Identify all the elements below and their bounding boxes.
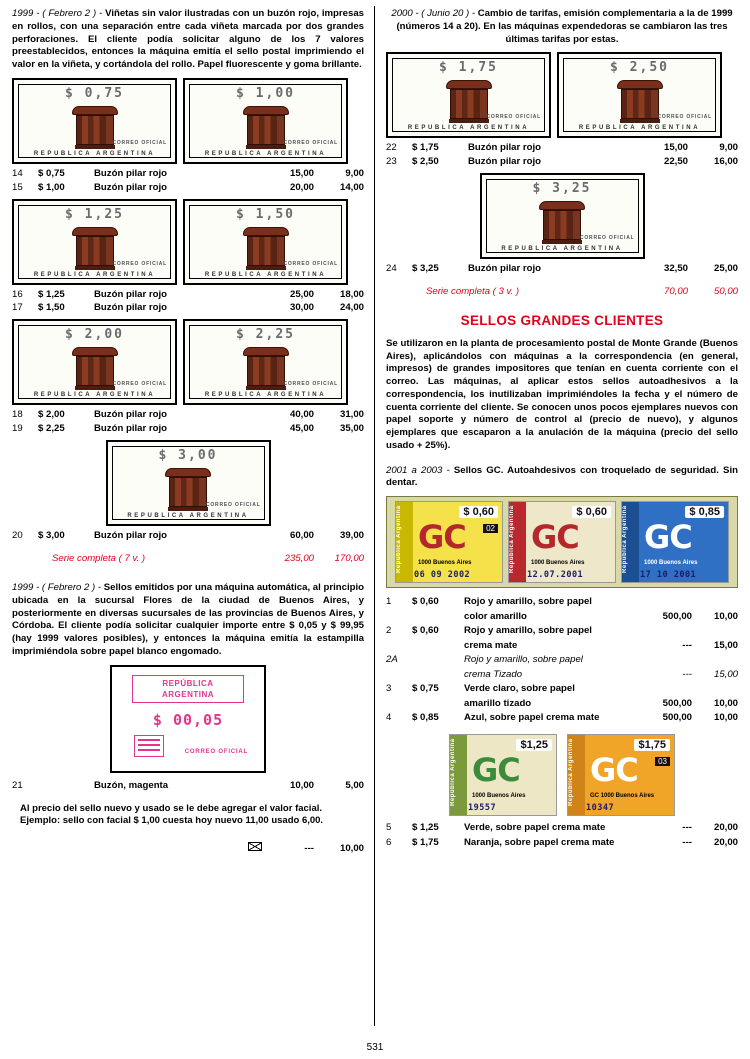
gc-label-value: $1,25: [516, 739, 552, 751]
gc-catalog-row: [386, 822, 738, 834]
stamp-value: $ 2,00: [65, 327, 124, 343]
gc-number: 5: [386, 822, 392, 834]
gc-label-date: 19557: [468, 803, 497, 814]
gc-logo-text: GC: [531, 518, 579, 557]
right-column: [386, 8, 738, 849]
stamp-official-text: CORREO OFICIAL: [205, 502, 261, 509]
catalog-price-mint: 15,00: [289, 167, 314, 179]
catalog-face-value: $ 3,00: [38, 530, 65, 542]
gc-label: [449, 734, 557, 816]
stamp-official-text: CORREO OFICIAL: [283, 139, 338, 146]
section-text: Se utilizaron en la planta de procesamiento postal de Monte Grande (Buenos Aires), aplicándolos con máquinas a la correspondencia (en general, impresos) de grandes impositores que tenían en cuenta corriente con el correo. Las máquinas, al aplicar estos sellos autoadhesivos a la correspondencia, los inutilizaban imprimiéndoles la fecha y el número de cuenta corriente del cliente. Se conocen unos pocos ejemplares nuevos con papel soporte y número de control al (precio de nuevo), y algunos ejemplares que escaparon a la anulación de la máquina (precio del sello usado + 25%).: [386, 337, 738, 451]
gc-description-2: amarillo tizado: [464, 697, 532, 709]
gc-label-side-text: República Argentina: [450, 735, 467, 815]
gc-description: Verde, sobre papel crema mate: [464, 822, 606, 834]
mailbox-icon: [446, 80, 492, 120]
stamp-value: $ 2,50: [610, 60, 669, 76]
gc-label-side-text: República Argentina: [509, 502, 526, 582]
cover-price-used: 10,00: [339, 843, 364, 855]
catalog-price-used: 9,00: [719, 142, 738, 154]
stamp-country-text: REPUBLICA ARGENTINA: [501, 246, 623, 253]
gc-description: Verde claro, sobre papel: [464, 683, 575, 695]
mailbox-icon: [165, 468, 211, 508]
catalog-number: 23: [386, 156, 397, 168]
catalog-row: [12, 167, 364, 181]
stamp-official-text: CORREO OFICIAL: [486, 114, 541, 121]
stamp-image: [12, 78, 177, 164]
gc-face-value: $ 0,60: [412, 625, 439, 637]
gc-description-2: crema Tizado: [464, 668, 523, 680]
catalog-description: Buzón pilar rojo: [94, 409, 168, 421]
gc-label: [508, 501, 616, 583]
gc-logo-text: GC: [590, 751, 638, 790]
gc-number: 2A: [386, 654, 398, 666]
gc-label-date: 17 10 2001: [640, 570, 697, 581]
stamp-row-4: [12, 440, 364, 526]
gc-label: [621, 501, 729, 583]
stamp-value: $ 3,25: [532, 181, 592, 197]
stamp-value: $ 3,00: [158, 448, 218, 464]
catalog-number: 15: [12, 181, 23, 193]
gc-description-2: color amarillo: [464, 610, 527, 622]
stamp-country-text: REPUBLICA ARGENTINA: [204, 271, 327, 278]
gc-label-side-text: República Argentina: [622, 502, 639, 582]
stamp-country-text: REPUBLICA ARGENTINA: [33, 150, 156, 157]
gc-description: Naranja, sobre papel crema mate: [464, 836, 615, 848]
left-intro-2: [12, 582, 364, 659]
gc-logo-text: GC: [644, 518, 692, 557]
catalog-price-mint: 25,00: [289, 288, 314, 300]
catalog-price-mint: 60,00: [289, 530, 314, 542]
gc-label-date: 12.07.2001: [527, 570, 584, 581]
gc-price-mint: ---: [682, 822, 692, 834]
catalog-number: 18: [12, 409, 23, 421]
mailbox-icon: [243, 347, 289, 387]
stamp-image: [386, 52, 551, 138]
gc-label-value: $ 0,60: [459, 506, 498, 518]
gc-catalog-subrow: [386, 640, 738, 652]
catalog-number: 16: [12, 288, 23, 300]
stamp-value: $ 2,25: [236, 327, 295, 343]
magenta-stamp-official: CORREO OFICIAL: [184, 748, 248, 755]
catalog-description: Buzón pilar rojo: [94, 288, 168, 300]
gc-label-city: 1000 Buenos Aires: [644, 560, 698, 567]
catalog-face-value: $ 3,25: [412, 263, 439, 275]
gc-number: 6: [386, 836, 392, 848]
gc-price-used: 20,00: [713, 822, 738, 834]
catalog-row: [386, 155, 738, 169]
gc-label-date: 10347: [586, 803, 615, 814]
right-intro-1: [386, 8, 738, 46]
gc-label-city: 1000 Buenos Aires: [472, 793, 526, 800]
gc-label-number: 03: [655, 757, 670, 766]
gc-face-value: $ 0,85: [412, 711, 439, 723]
catalog-description: Buzón pilar rojo: [468, 156, 542, 168]
catalog-price-used: 14,00: [339, 181, 364, 193]
right-intro-2-head: 2001 a 2003 -: [386, 464, 454, 476]
serie-completa-row: [12, 553, 364, 564]
stamp-value: $ 1,25: [65, 206, 124, 222]
left-footnote: Al precio del sello nuevo y usado se le debe agregar el valor facial. Ejemplo: sello con facial $ 1,00 cuesta hoy nuevo 11,00 usado 6,00.: [20, 802, 324, 827]
gc-logo-text: GC: [472, 751, 520, 790]
catalog-description: Buzón, magenta: [94, 779, 169, 791]
stamp-row-r2: [386, 173, 738, 259]
gc-face-value: $ 1,75: [412, 836, 439, 848]
stamp-official-text: CORREO OFICIAL: [283, 260, 338, 267]
gc-label-city: 1000 Buenos Aires: [531, 560, 585, 567]
gc-description: Rojo y amarillo, sobre papel: [464, 654, 583, 666]
catalog-description: Buzón pilar rojo: [94, 423, 168, 435]
catalog-description: Buzón pilar rojo: [468, 263, 542, 275]
stamp-country-text: REPUBLICA ARGENTINA: [127, 513, 249, 520]
stamp-row-r1: [386, 52, 738, 138]
catalog-number: 14: [12, 167, 23, 179]
gc-price-used: 15,00: [713, 639, 738, 651]
catalog-number: 17: [12, 302, 23, 314]
catalog-price-used: 5,00: [345, 779, 364, 791]
gc-face-value: $ 0,75: [412, 683, 439, 695]
stamp-value: $ 1,50: [236, 206, 295, 222]
catalog-price-used: 24,00: [339, 302, 364, 314]
left-intro-1-head: 1999 - ( Febrero 2 ) -: [12, 8, 106, 19]
stamp-image: [480, 173, 645, 259]
magenta-stamp-title-line2: ARGENTINA: [161, 690, 215, 700]
gc-catalog-row: [386, 837, 738, 849]
catalog-price-mint: 10,00: [289, 779, 314, 791]
catalog-price-used: 31,00: [339, 409, 364, 421]
stamp-country-text: REPUBLICA ARGENTINA: [204, 150, 327, 157]
gc-price-used: 20,00: [713, 836, 738, 848]
right-intro-2: [386, 465, 738, 491]
stamp-image: [557, 52, 722, 138]
catalog-face-value: $ 1,75: [412, 142, 439, 154]
left-intro-2-head: 1999 - ( Febrero 2 ) -: [12, 582, 104, 594]
catalog-number: 20: [12, 530, 23, 542]
gc-number: 2: [386, 625, 392, 637]
stamp-image: [12, 199, 177, 285]
stamp-image: [183, 78, 348, 164]
catalog-description: Buzón pilar rojo: [94, 530, 168, 542]
left-intro-1-body: Viñetas sin valor ilustradas con un buzón rojo, impresas en rollos, con una separación entre cada viñeta marcada por dos grandes perforaciones. El cliente podía solicitar alguno de los 7 valores preestablecidos, entonces la máquina emitía el sello postal imprimiendo el valor en la viñeta, y cortándola del rollo. Papel fluorescente y goma brillante.: [12, 8, 364, 70]
envelope-icon: [248, 842, 262, 851]
gc-price-mint: ---: [682, 639, 692, 651]
magenta-stamp-value: $ 00,05: [152, 710, 224, 729]
right-intro-1-body: Cambio de tarifas, emisión complementaria a la de 1999 (números 14 a 20). En las máquinas expendedoras se cambiaron las tres últimas tarifas por estas.: [396, 8, 733, 45]
catalog-number: 24: [386, 263, 397, 275]
gc-number: 1: [386, 596, 392, 608]
catalog-row: [386, 262, 738, 276]
gc-description-2: crema mate: [464, 639, 518, 651]
catalog-description: Buzón pilar rojo: [468, 142, 542, 154]
catalog-face-value: $ 1,25: [38, 288, 65, 300]
stamp-country-text: REPUBLICA ARGENTINA: [407, 125, 530, 132]
catalog-face-value: $ 1,00: [38, 181, 65, 193]
gc-price-mint: 500,00: [662, 697, 692, 709]
right-intro-2-body: Sellos GC. Autoahdesivos con troquelado de seguridad. Sin dentar.: [386, 464, 738, 489]
stamp-image: [183, 199, 348, 285]
gc-catalog-row: [386, 683, 738, 695]
gc-price-mint: ---: [682, 668, 692, 680]
catalog-number: 19: [12, 423, 23, 435]
gc-face-value: $ 1,25: [412, 822, 439, 834]
stamp-official-text: CORREO OFICIAL: [579, 235, 635, 242]
stamp-value: $ 1,75: [439, 60, 498, 76]
stamp-official-text: CORREO OFICIAL: [283, 381, 338, 388]
magenta-mailbox-icon: [134, 735, 164, 757]
stamp-country-text: REPUBLICA ARGENTINA: [204, 392, 327, 399]
serie-completa-price-mint: 235,00: [284, 553, 314, 565]
gc-label-strip-1: [386, 496, 738, 588]
gc-catalog-subrow: [386, 669, 738, 681]
serie-completa-price-used: 50,00: [713, 285, 738, 297]
gc-price-used: 10,00: [713, 711, 738, 723]
gc-catalog-subrow: [386, 611, 738, 623]
catalog-row: [12, 779, 364, 793]
left-intro-1: [12, 8, 364, 72]
catalog-number: 21: [12, 779, 23, 791]
catalog-row: [12, 301, 364, 315]
stamp-value: $ 1,00: [236, 85, 295, 101]
stamp-image: [183, 319, 348, 405]
stamp-country-text: REPUBLICA ARGENTINA: [578, 125, 701, 132]
catalog-price-used: 9,00: [345, 167, 364, 179]
mailbox-icon: [539, 201, 585, 241]
catalog-row: [12, 529, 364, 543]
catalog-face-value: $ 2,50: [412, 156, 439, 168]
catalog-description: Buzón pilar rojo: [94, 167, 168, 179]
magenta-stamp-title-line1: REPÚBLICA: [162, 678, 214, 688]
gc-label-strip-2: [386, 734, 738, 816]
cover-price-row: [12, 842, 364, 854]
gc-label-city: GC 1000 Buenos Aires: [590, 793, 655, 800]
stamp-country-text: REPUBLICA ARGENTINA: [33, 271, 156, 278]
stamp-official-text: CORREO OFICIAL: [657, 114, 712, 121]
stamp-row-2: [12, 199, 364, 285]
stamp-value: $ 0,75: [65, 85, 124, 101]
catalog-price-used: 39,00: [339, 530, 364, 542]
stamp-image: [12, 319, 177, 405]
catalog-face-value: $ 1,50: [38, 302, 65, 314]
gc-label: [395, 501, 503, 583]
gc-label-side-text: República Argentina: [568, 735, 585, 815]
stamp-official-text: CORREO OFICIAL: [112, 260, 167, 267]
catalog-number: 22: [386, 142, 397, 154]
gc-catalog-row: [386, 654, 738, 666]
stamp-row-3: [12, 319, 364, 405]
gc-price-mint: 500,00: [662, 610, 692, 622]
gc-label-value: $ 0,60: [572, 506, 611, 518]
magenta-machine-stamp: [110, 665, 266, 773]
gc-catalog-row: [386, 712, 738, 724]
gc-description: Rojo y amarillo, sobre papel: [464, 596, 592, 608]
gc-price-used: 10,00: [713, 610, 738, 622]
catalog-price-used: 16,00: [713, 156, 738, 168]
gc-price-mint: ---: [682, 836, 692, 848]
left-column: [12, 8, 364, 854]
gc-label-value: $1,75: [634, 739, 670, 751]
gc-description: Azul, sobre papel crema mate: [464, 711, 600, 723]
gc-label-date: 06 09 2002: [414, 570, 471, 581]
gc-label-number: 02: [483, 524, 498, 533]
catalog-row: [12, 408, 364, 422]
catalog-price-mint: 22,50: [663, 156, 688, 168]
gc-label-value: $ 0,85: [685, 506, 724, 518]
catalog-face-value: $ 2,00: [38, 409, 65, 421]
mailbox-icon: [617, 80, 663, 120]
mailbox-icon: [72, 227, 118, 267]
catalog-price-mint: 30,00: [289, 302, 314, 314]
serie-completa-row: [386, 286, 738, 297]
gc-label-city: 1000 Buenos Aires: [418, 560, 472, 567]
gc-label: [567, 734, 675, 816]
catalog-price-used: 18,00: [339, 288, 364, 300]
gc-catalog-subrow: [386, 698, 738, 710]
gc-price-used: 15,00: [713, 668, 738, 680]
mailbox-icon: [72, 347, 118, 387]
stamp-row-1: [12, 78, 364, 164]
gc-label-side-text: República Argentina: [396, 502, 413, 582]
gc-price-used: 10,00: [713, 697, 738, 709]
gc-catalog-row: [386, 625, 738, 637]
serie-completa-label: Serie completa ( 3 v. ): [426, 285, 520, 297]
gc-price-mint: 500,00: [662, 711, 692, 723]
gc-number: 4: [386, 711, 392, 723]
catalog-description: Buzón pilar rojo: [94, 302, 168, 314]
serie-completa-price-mint: 70,00: [663, 285, 688, 297]
stamp-official-text: CORREO OFICIAL: [112, 139, 167, 146]
section-title: SELLOS GRANDES CLIENTES: [460, 312, 664, 328]
catalog-row: [12, 288, 364, 302]
catalog-price-used: 35,00: [339, 423, 364, 435]
catalog-row: [386, 141, 738, 155]
catalog-row: [12, 422, 364, 436]
catalog-description: Buzón pilar rojo: [94, 181, 168, 193]
gc-catalog-row: [386, 596, 738, 608]
stamp-country-text: REPUBLICA ARGENTINA: [33, 392, 156, 399]
catalog-price-mint: 45,00: [289, 423, 314, 435]
catalog-price-mint: 15,00: [663, 142, 688, 154]
catalog-price-mint: 20,00: [289, 181, 314, 193]
gc-description: Rojo y amarillo, sobre papel: [464, 625, 592, 637]
mailbox-icon: [72, 106, 118, 146]
left-intro-2-body: Sellos emitidos por una máquina automática, al principio ubicada en la sucursal Flores de la ciudad de Buenos Aires, y posteriormente en diversas sucursales de las provincias de Buenos Aires, y Córdoba. El cliente podía solicitar cualquier importe entre $ 0,05 y $ 99,95 (hay 1999 valores posibles), y entonces la máquina emitía la estampilla imprimiéndola sobre papel blanco engomado.: [12, 582, 364, 657]
mailbox-icon: [243, 227, 289, 267]
catalog-face-value: $ 2,25: [38, 423, 65, 435]
catalog-price-mint: 32,50: [663, 263, 688, 275]
magenta-stamp-title: [132, 675, 244, 703]
right-intro-1-head: 2000 - ( Junio 20 ) -: [391, 8, 478, 19]
gc-logo-text: GC: [418, 518, 466, 557]
stamp-official-text: CORREO OFICIAL: [112, 381, 167, 388]
catalog-face-value: $ 0,75: [38, 167, 65, 179]
catalog-price-mint: 40,00: [289, 409, 314, 421]
stamp-image: [106, 440, 271, 526]
gc-number: 3: [386, 683, 392, 695]
page-number: 531: [366, 1042, 384, 1053]
cover-price-mint: ---: [304, 843, 314, 855]
mailbox-icon: [243, 106, 289, 146]
catalog-row: [12, 181, 364, 195]
serie-completa-price-used: 170,00: [334, 553, 364, 565]
catalog-price-used: 25,00: [713, 263, 738, 275]
column-divider: [374, 6, 375, 1026]
serie-completa-label: Serie completa ( 7 v. ): [52, 553, 146, 565]
gc-face-value: $ 0,60: [412, 596, 439, 608]
